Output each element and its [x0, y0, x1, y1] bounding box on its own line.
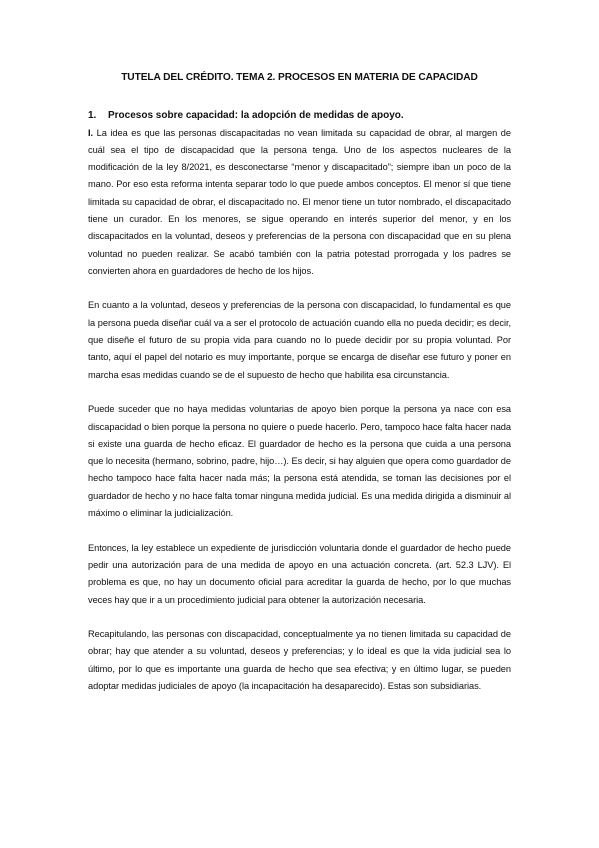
paragraph-text: Entonces, la ley establece un expediente de jurisdicción voluntaria donde el guardador de hecho puede pedir una autorización para de una medida de apoyo en una actuación concreta. (art. 52.3 LJV). El problema es que, no hay un documento oficial para acreditar la guarda de hecho, por lo que muchas veces hay que ir a un procedimiento judicial para obtener la autorización necesaria. [88, 542, 511, 605]
paragraph-text: Recapitulando, las personas con discapacidad, conceptualmente ya no tienen limitada su capacidad de obrar; hay que atender a su voluntad, deseos y preferencias; y lo ideal es que la vida judicial sea lo último, por lo que es importante una guarda de hecho que sea efectiva; y en último lugar, se pueden adoptar medidas judiciales de apoyo (la incapacitación ha desaparecido). Estas son subsidiarias. [88, 629, 511, 691]
paragraph-1 [88, 125, 511, 281]
section-heading [88, 107, 511, 125]
paragraph-2 [88, 297, 511, 383]
paragraph-3 [88, 401, 511, 522]
paragraph-text: En cuanto a la voluntad, deseos y preferencias de la persona con discapacidad, lo fundamental es que la persona pueda diseñar cuál va a ser el protocolo de actuación cuando ella no pueda decidir; es decir, que diseñe el futuro de su propia vida para cuando no lo puede decidir por su propia voluntad. Por tanto, aquí el papel del notario es muy importante, porque se encarga de diseñar ese futuro y poner en marcha esas medidas cuando se de el supuesto de hecho que habilita esa circunstancia. [88, 300, 511, 380]
document-title: TUTELA DEL CRÉDITO. TEMA 2. PROCESOS EN MATERIA DE CAPACIDAD [121, 72, 478, 83]
paragraph-text: Puede suceder que no haya medidas voluntarias de apoyo bien porque la persona ya nace con esa discapacidad o bien porque la persona no quiere o puede hacerlo. Pero, tampoco hace falta hacer nada si existe una guarda de hecho eficaz. El guardador de hecho es la persona que cuida a una persona que lo necesita (hermano, sobrino, padre, hijo…). Es decir, si hay alguien que opera como guardador de hecho tampoco hace falta hacer nada más; la persona está atendida, se toman las decisiones por el guardador de hecho y no hace falta tomar ninguna medida judicial. Es una medida dirigida a disminuir al máximo o eliminar la judicialización. [88, 404, 511, 519]
paragraph-4 [88, 540, 511, 609]
section-heading-text: Procesos sobre capacidad: la adopción de medidas de apoyo. [108, 110, 404, 121]
paragraph-lead: I. [88, 127, 94, 138]
section-number: 1. [88, 110, 97, 121]
paragraph-text: La idea es que las personas discapacitadas no vean limitada su capacidad de obrar, al margen de cuál sea el tipo de discapacidad que la persona tenga. Uno de los aspectos nucleares de la modificación de la ley 8/2021, es desconectarse “menor y discapacitado”; siempre iban un poco de la mano. Por eso esta reforma intenta separar todo lo que puede ambos conceptos. El menor sí que tiene limitada su capacidad de obrar, el discapacitado no. El menor tiene un tutor nombrado, el discapacitado tiene un curador. En los menores, se sigue operando en interés superior del menor, y en los discapacitados en la voluntad, deseos y preferencias de la persona con discapacidad que en su plena voluntad no pueden realizar. Se acabó también con la patria potestad prorrogada y los padres se convierten ahora en guardadores de hecho de los hijos. [88, 127, 511, 276]
paragraph-5 [88, 626, 511, 695]
